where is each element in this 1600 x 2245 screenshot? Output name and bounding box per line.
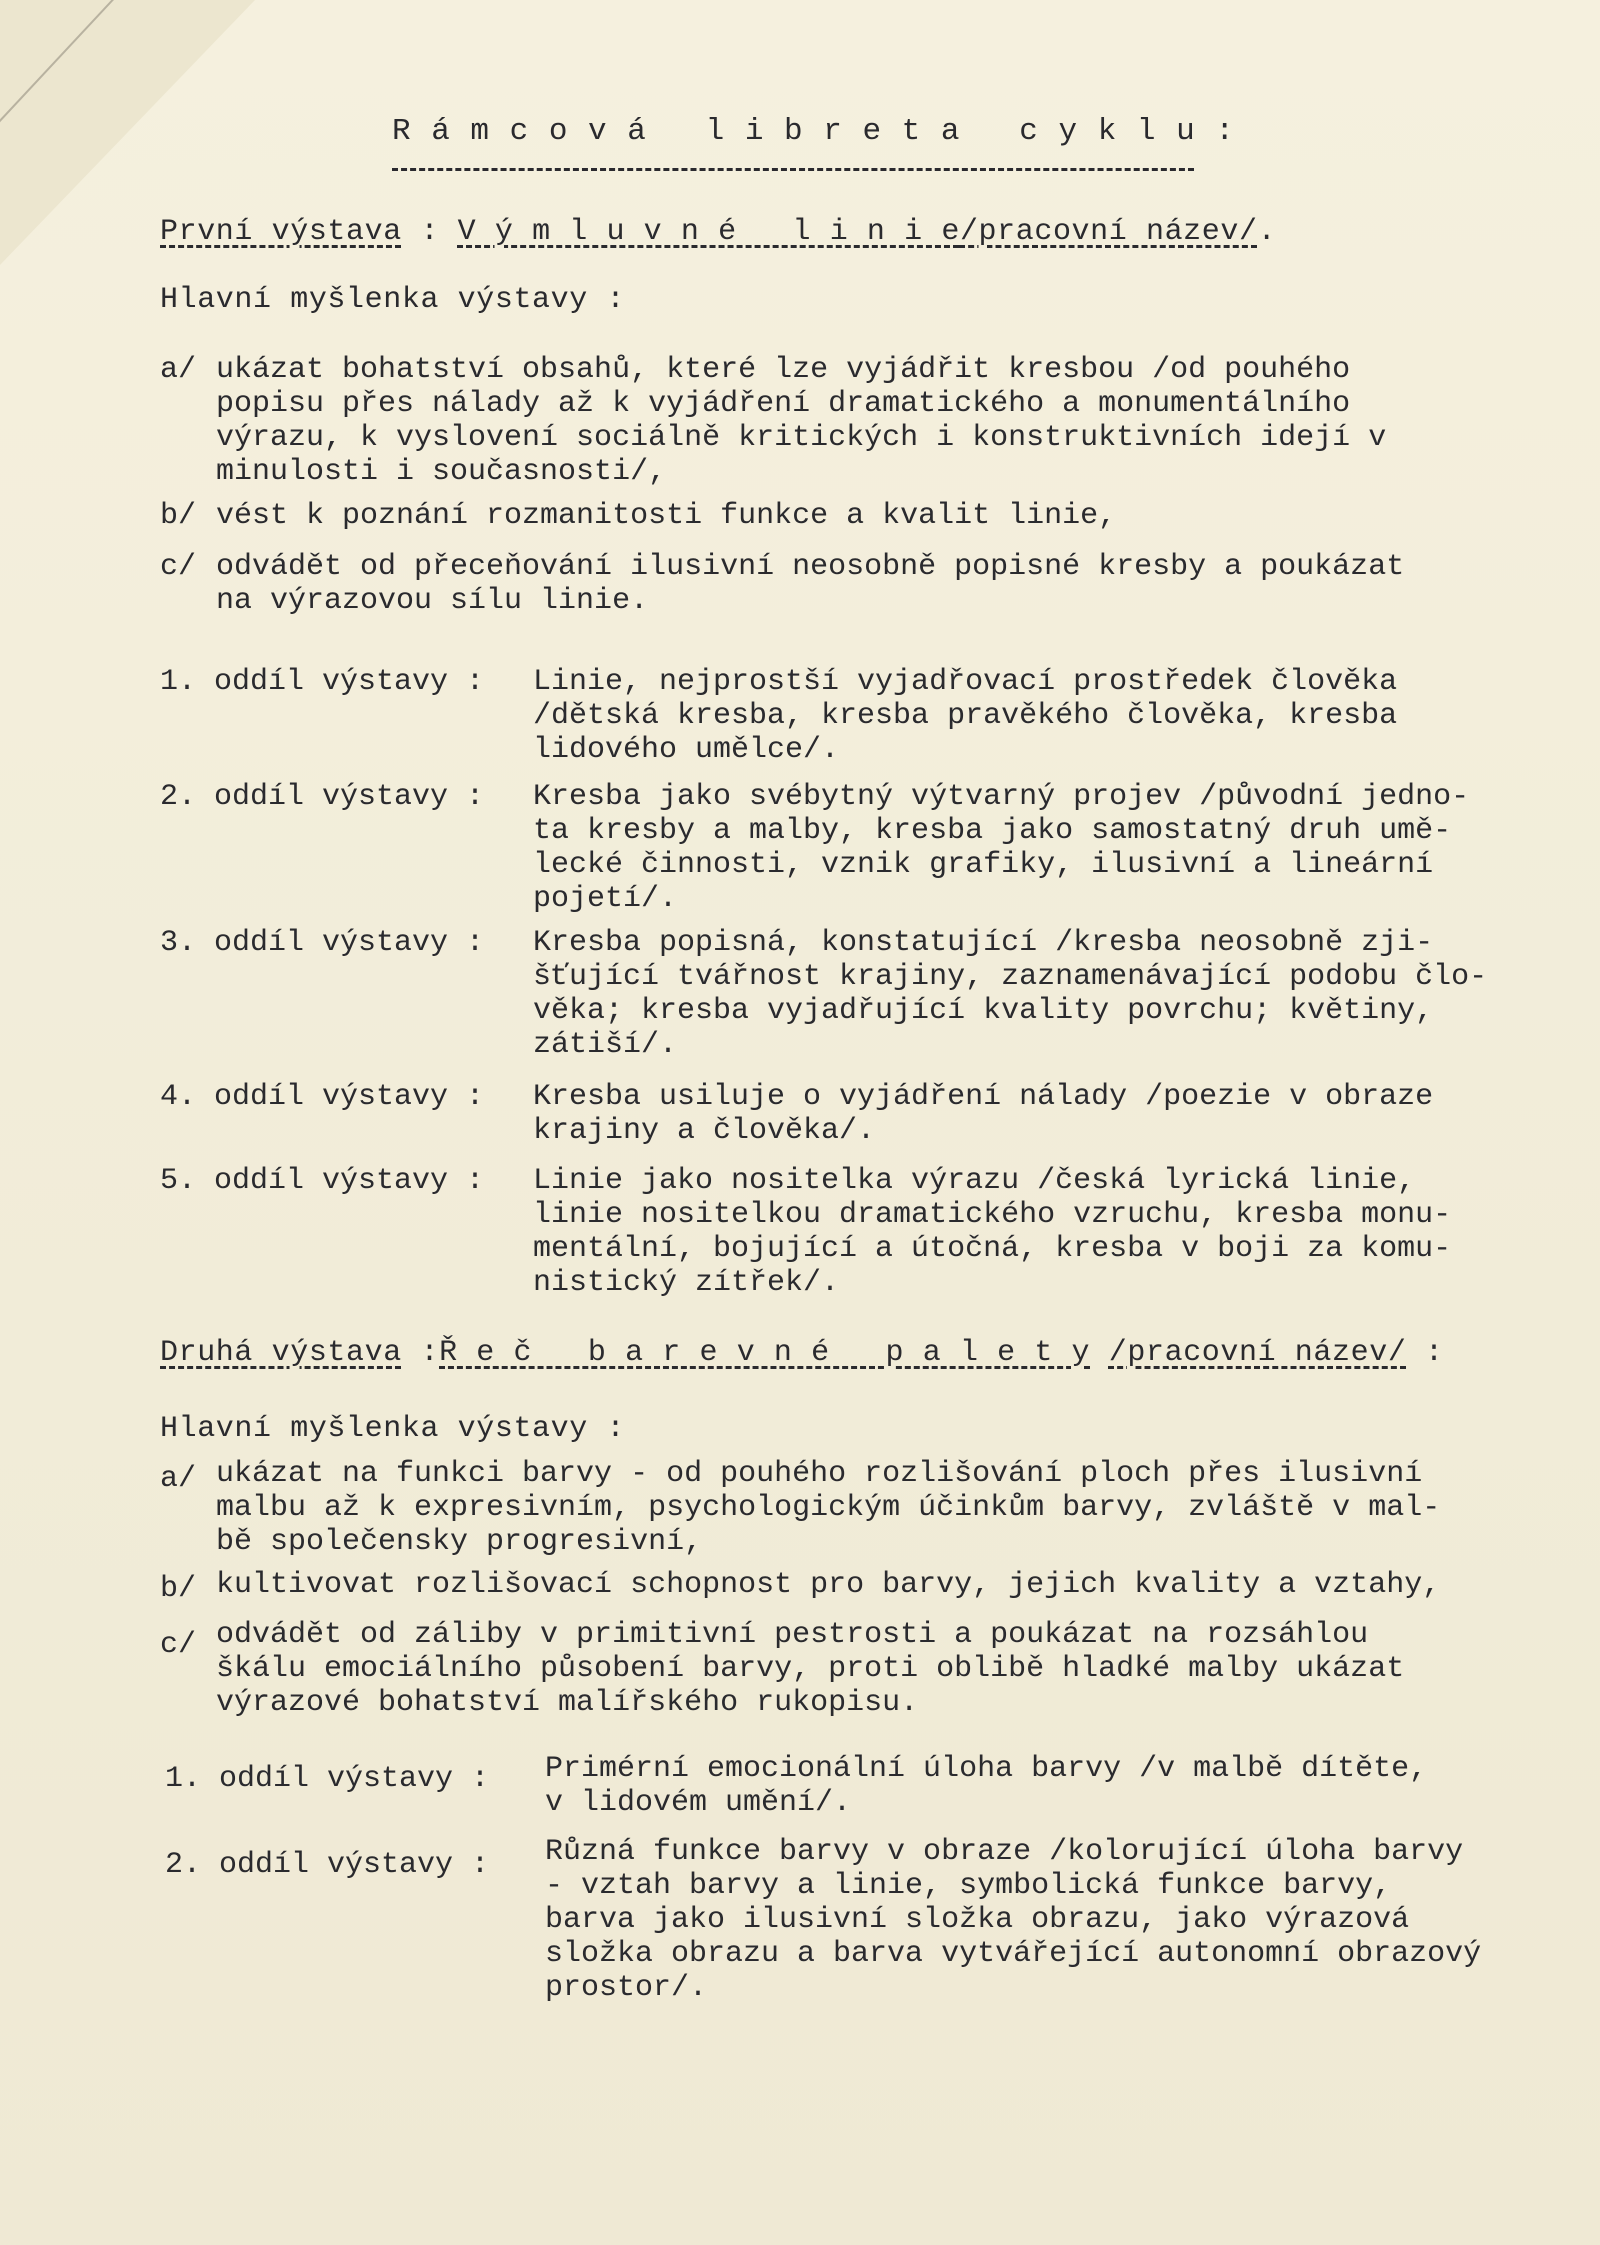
page-title: R á m c o v á l i b r e t a c y k l u : [392,114,1235,149]
ex2-section-1-number: 1. oddíl výstavy : [165,1762,490,1796]
ex1-item-a-text: ukázat bohatství obsahů, které lze vyjádřit kresbou /od pouhého popisu přes nálady až k vyjádření dramatického a monumentálního výrazu, k vyslovení sociálně kritických i konstruktivních idejí v minulosti i současnosti/, [216,353,1387,489]
ex2-section-2-text: Různá funkce barvy v obraze /kolorující úloha barvy - vztah barvy a linie, symbolická funkce barvy, barva jako ilusivní složka obrazu, jako výrazová složka obrazu a barva vytvářející autonomní obrazový prostor/. [545,1835,1482,2005]
exhibition-2-idea-label: Hlavní myšlenka výstavy : [160,1412,626,1446]
ex1-item-c-letter: c/ [160,550,197,584]
exhibition-2-label: Druhá výstava [160,1336,402,1370]
ex1-item-b-text: vést k poznání rozmanitosti funkce a kvalit linie, [216,499,1117,533]
exhibition-1-idea-label: Hlavní myšlenka výstavy : [160,283,626,317]
ex1-section-1-number: 1. oddíl výstavy : [160,665,485,699]
ex1-item-b-letter: b/ [160,499,197,533]
exhibition-2-end: : [1406,1336,1444,1370]
exhibition-2-heading [160,1336,1444,1370]
ex1-section-4-text: Kresba usiluje o vyjádření nálady /poezie v obraze krajiny a člověka/. [533,1080,1434,1148]
ex1-section-2-text: Kresba jako svébytný výtvarný projev /původní jedno- ta kresby a malby, kresba jako samostatný druh umě- lecké činnosti, vznik grafiky, ilusivní a lineární pojetí/. [533,780,1470,916]
exhibition-1-sep: : [401,215,458,249]
ex2-item-a-text: ukázat na funkci barvy - od pouhého rozlišování ploch přes ilusivní malbu až k expresivním, psychologickým účinkům barvy, zvláště v mal- bě společensky progresivní, [216,1457,1441,1559]
ex2-item-c-letter: c/ [160,1628,197,1662]
ex2-section-2-number: 2. oddíl výstavy : [165,1848,490,1882]
exhibition-2-sep: : [401,1336,440,1370]
ex2-section-1-text: Primérní emocionální úloha barvy /v malbě dítěte, v lidovém umění/. [545,1752,1428,1820]
ex2-item-b-text: kultivovat rozlišovací schopnost pro barvy, jejich kvality a vztahy, [216,1568,1441,1602]
exhibition-1-work-title: /pracovní název/ [959,215,1258,249]
ex1-section-1-text: Linie, nejprostší vyjadřovací prostředek člověka /dětská kresba, kresba pravěkého člověka, kresba lidového umělce/. [533,665,1398,767]
title-underline [392,168,1194,171]
ex1-item-a-letter: a/ [160,353,197,387]
ex1-section-3-number: 3. oddíl výstavy : [160,926,485,960]
exhibition-1-heading [160,215,1276,249]
ex1-item-c-text: odvádět od přeceňování ilusivní neosobně popisné kresby a poukázat na výrazovou sílu linie. [216,550,1405,618]
ex2-item-a-letter: a/ [160,1462,197,1496]
exhibition-1-name: V ý m l u v n é l i n i e [457,215,960,249]
ex1-section-4-number: 4. oddíl výstavy : [160,1080,485,1114]
exhibition-1-end: . [1257,215,1277,249]
ex1-section-2-number: 2. oddíl výstavy : [160,780,485,814]
ex1-section-3-text: Kresba popisná, konstatující /kresba neosobně zji- šťující tvářnost krajiny, zaznamenávající podobu člo- věka; kresba vyjadřující kvality povrchu; květiny, zátiší/. [533,926,1488,1062]
exhibition-1-label: První výstava [160,215,402,249]
ex2-item-c-text: odvádět od záliby v primitivní pestrosti a poukázat na rozsáhlou škálu emociálního působení barvy, proti oblibě hladké malby ukázat výrazové bohatství malířského rukopisu. [216,1618,1405,1720]
ex1-section-5-text: Linie jako nositelka výrazu /česká lyrická linie, linie nositelkou dramatického vzruchu, kresba monu- mentální, bojující a útočná, kresba v boji za komu- nistický zítřek/. [533,1164,1452,1300]
exhibition-2-work-title: /pracovní název/ [1108,1336,1407,1370]
ex2-item-b-letter: b/ [160,1572,197,1606]
exhibition-2-name: Ř e č b a r e v n é p a l e t y [439,1336,1091,1370]
ex1-section-5-number: 5. oddíl výstavy : [160,1164,485,1198]
